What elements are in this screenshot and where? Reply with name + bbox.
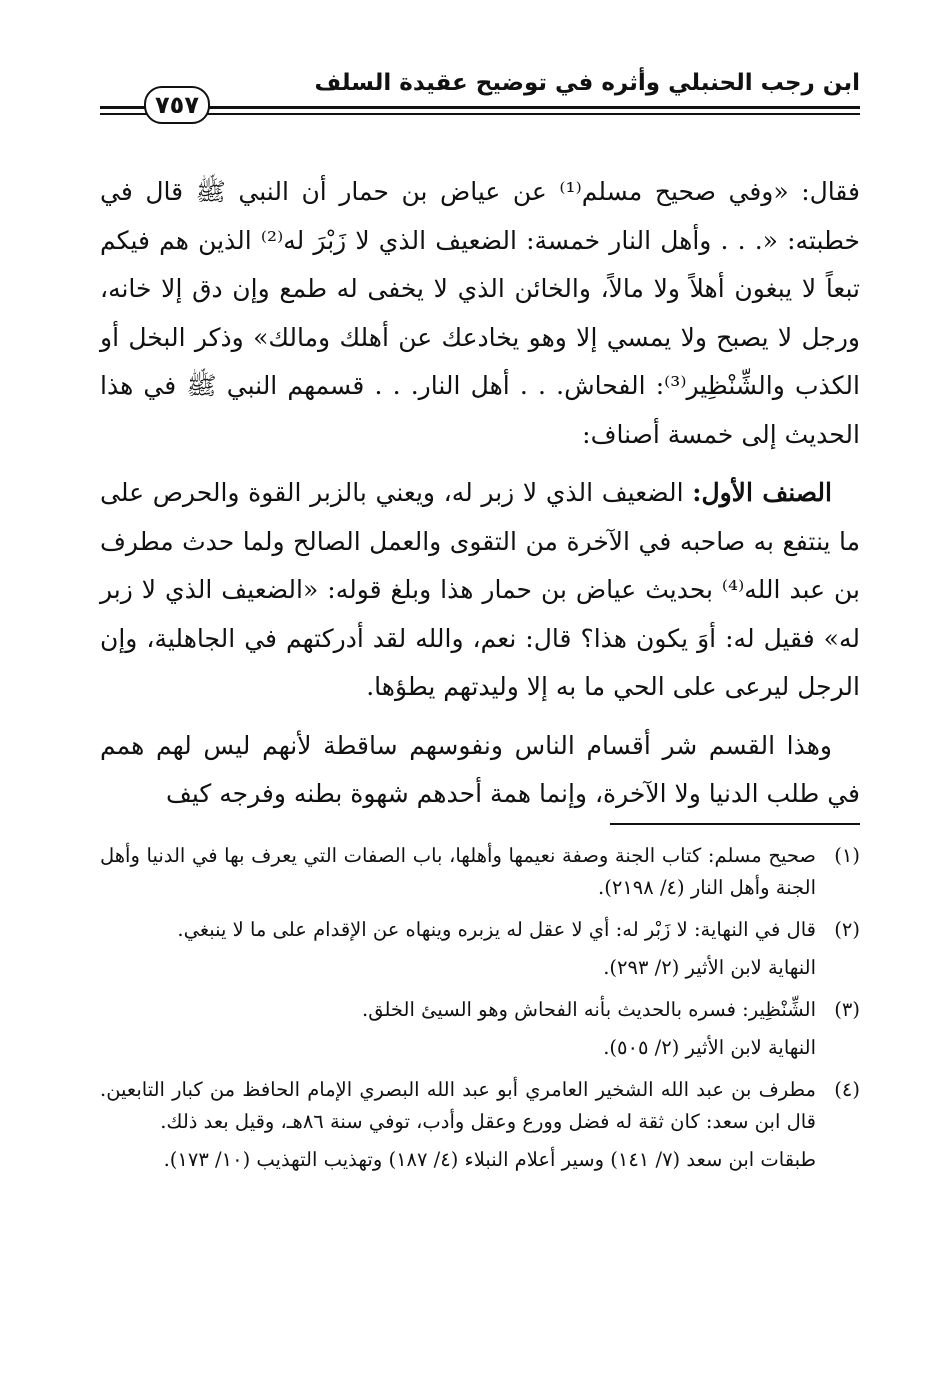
footnote-number: (٣) [834, 998, 860, 1021]
footnote-3 [100, 994, 860, 1064]
footnote-text: قال في النهاية: لا زَبْر له: أي لا عقل له يزبره وينهاه عن الإقدام على ما لا ينبغي. [177, 918, 816, 941]
footnote-body [100, 994, 816, 1064]
paragraph-3: وهذا القسم شر أقسام الناس ونفوسهم ساقطة لأنهم ليس لهم همم في طلب الدنيا ولا الآخرة، وإنما همة أحدهم شهوة بطنه وفرجه كيف [100, 730, 860, 808]
footnote-source: النهاية لابن الأثير (٢/ ٢٩٣). [603, 956, 816, 979]
footnotes [100, 840, 860, 1186]
footnote-source: النهاية لابن الأثير (٢/ ٥٠٥). [603, 1036, 816, 1059]
footnote-number: (٤) [834, 1078, 860, 1101]
footnote-body [100, 1074, 816, 1176]
footnote-text: الشِّنْظِير: فسره بالحديث بأنه الفحاش وهو السيئ الخلق. [362, 998, 816, 1021]
paragraph-2-lead: الصنف الأول: [692, 478, 832, 507]
footnote-source: طبقات ابن سعد (٧/ ١٤١) وسير أعلام النبلاء (٤/ ١٨٧) وتهذيب التهذيب (١٠/ ١٧٣). [163, 1148, 816, 1171]
page-number: ٧٥٧ [144, 86, 210, 124]
running-title: ابن رجب الحنبلي وأثره في توضيح عقيدة السلف [314, 70, 860, 96]
footnote-4 [100, 1074, 860, 1176]
footnote-1 [100, 840, 860, 904]
paragraph-2 [100, 469, 860, 712]
paragraph-1: فقال: «وفي صحيح مسلم⁽¹⁾ عن عياض بن حمار أن النبي ﷺ قال في خطبته: «. . . وأهل النار خمسة: الضعيف الذي لا زَبْرَ له⁽²⁾ الذين هم فيكم تبعاً لا يبغون أهلاً ولا مالاً، والخائن الذي لا يخفى له طمع وإن دق إلا خانه، ورجل لا يصبح ولا يمسي إلا وهو يخادعك عن أهلك ومالك» وذكر البخل أو الكذب والشِّنْظِير⁽³⁾: الفحاش. . . أهل النار. . . قسمهم النبي ﷺ في هذا الحديث إلى خمسة أصناف: [100, 177, 860, 449]
main-text [100, 168, 860, 829]
footnote-body [100, 914, 816, 984]
footnote-2 [100, 914, 860, 984]
footnote-text: صحيح مسلم: كتاب الجنة وصفة نعيمها وأهلها، باب الصفات التي يعرف بها في الدنيا وأهل الجنة وأهل النار (٤/ ٢١٩٨). [100, 844, 816, 899]
footnote-body [100, 840, 816, 904]
footnote-number: (٢) [834, 918, 860, 941]
page-header [100, 60, 860, 130]
footnote-separator [610, 823, 860, 825]
paragraph-2-text: الضعيف الذي لا زبر له، ويعني بالزبر القوة والحرص على ما ينتفع به صاحبه في الآخرة من التقوى والعمل الصالح ولما حدث مطرف بن عبد الله⁽⁴⁾ بحديث عياض بن حمار هذا وبلغ قوله: «الضعيف الذي لا زبر له» فقيل له: أوَ يكون هذا؟ قال: نعم، والله لقد أدركتهم في الجاهلية، وإن الرجل ليرعى على الحي ما به إلا وليدتهم يطؤها. [100, 478, 860, 701]
header-rule-thin [100, 113, 860, 115]
footnote-text: مطرف بن عبد الله الشخير العامري أبو عبد الله البصري الإمام الحافظ من كبار التابعين. قال ابن سعد: كان ثقة له فضل وورع وعقل وأدب، توفي سنة ٨٦هـ، وقيل بعد ذلك. [100, 1078, 816, 1133]
header-rule [100, 106, 860, 109]
footnote-number: (١) [834, 844, 860, 867]
